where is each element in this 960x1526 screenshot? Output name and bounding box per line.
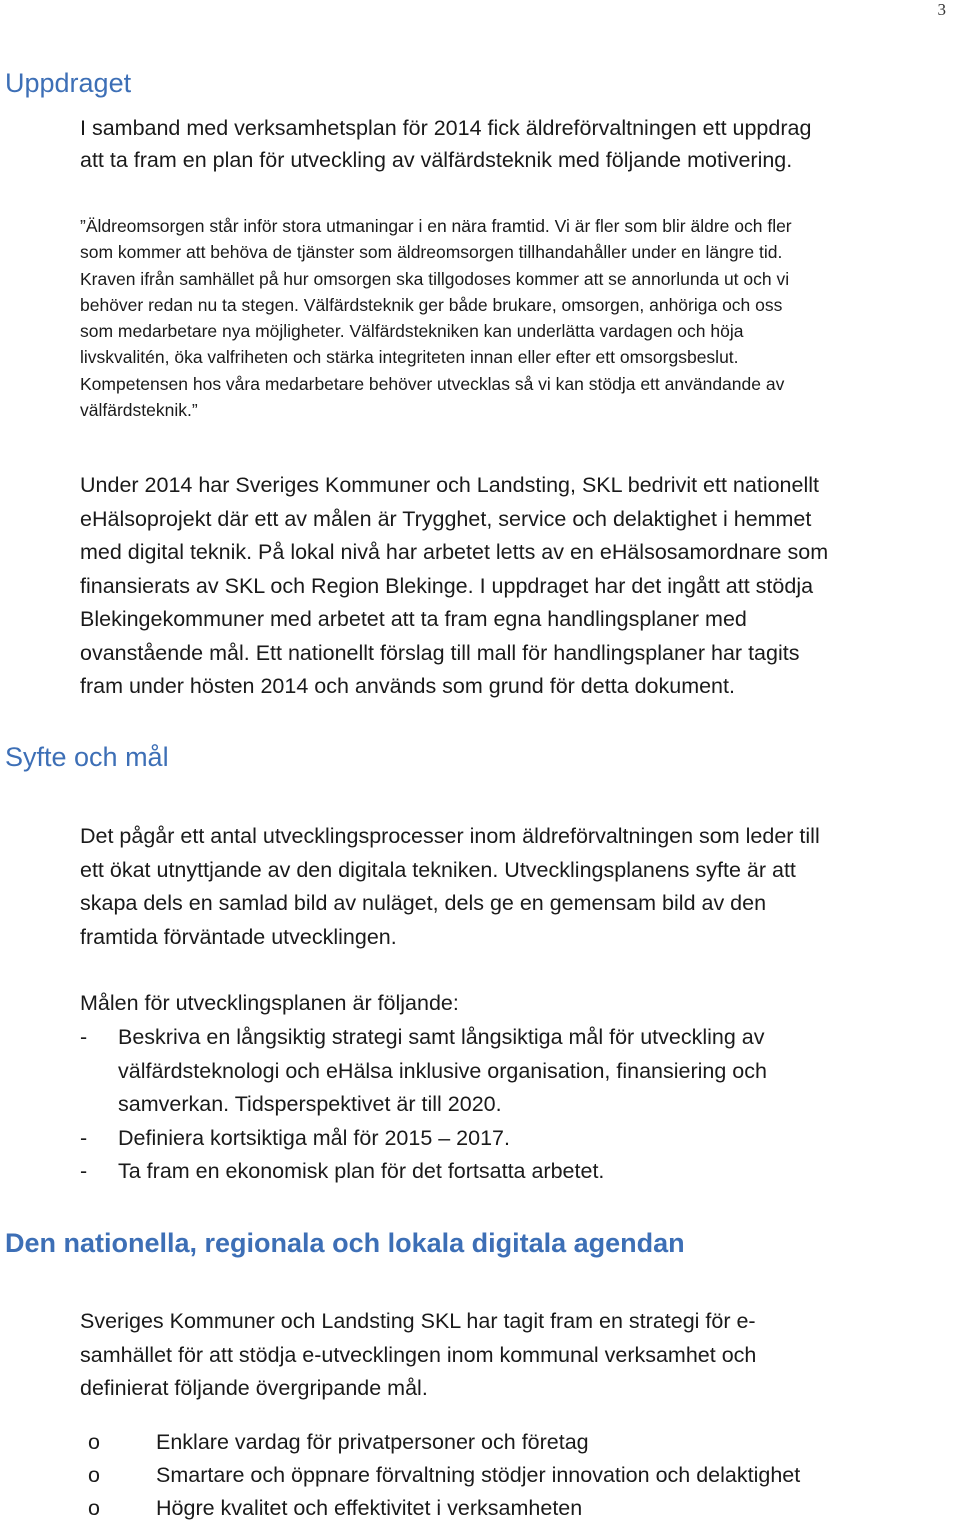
heading-agendan: Den nationella, regionala och lokala digitala agendan <box>5 1228 685 1258</box>
text-line: Det pågår ett antal utvecklingsprocesser inom äldreförvaltningen som leder till <box>80 824 820 848</box>
goals-intro: Målen för utvecklingsplanen är följande: <box>80 991 459 1015</box>
list-item-text: samverkan. Tidsperspektivet är till 2020. <box>118 1092 502 1116</box>
agendan-body <box>80 1305 756 1406</box>
list-item-text: välfärdsteknologi och eHälsa inklusive organisation, finansiering och <box>118 1058 767 1083</box>
quote-line: Kompetensen hos våra medarbetare behöver utvecklas så vi kan stödja ett användande av <box>80 373 785 394</box>
text-line: framtida förväntade utvecklingen. <box>80 924 397 949</box>
list-item-text: Definiera kortsiktiga mål för 2015 – 2017. <box>118 1126 510 1150</box>
list-item-text: Ta fram en ekonomisk plan för det fortsatta arbetet. <box>118 1159 605 1183</box>
heading-uppdraget: Uppdraget <box>5 68 132 98</box>
text-line: Sveriges Kommuner och Landsting SKL har tagit fram en strategi för e- <box>80 1309 756 1333</box>
list-item-text: Högre kvalitet och effektivitet i verksamheten <box>156 1496 583 1520</box>
heading-syfte: Syfte och mål <box>5 742 169 772</box>
uppdraget-quote <box>80 213 792 423</box>
quote-line: som medarbetare nya möjligheter. Välfärdstekniken kan underlätta vardagen och höja <box>80 321 744 342</box>
list-marker: - <box>80 1159 88 1183</box>
quote-line: livskvalitén, öka valfriheten och stärka integriteten innan eller efter ett omsorgsbeslut. <box>80 347 739 368</box>
uppdraget-body <box>80 469 828 704</box>
list-item-text: Enklare vardag för privatpersoner och företag <box>156 1430 589 1454</box>
text-line: I samband med verksamhetsplan för 2014 fick äldreförvaltningen ett uppdrag <box>80 116 812 140</box>
text-line: Blekingekommuner med arbetet att ta fram egna handlingsplaner med <box>80 607 747 631</box>
list-marker: - <box>80 1025 88 1049</box>
text-line: att ta fram en plan för utveckling av välfärdsteknik med följande motivering. <box>80 148 793 172</box>
list-item-text: Smartare och öppnare förvaltning stödjer innovation och delaktighet <box>156 1463 801 1487</box>
syfte-body <box>80 820 820 954</box>
list-marker: - <box>80 1126 88 1150</box>
uppdraget-intro <box>80 112 811 176</box>
text-line: med digital teknik. På lokal nivå har arbetet letts av en eHälsosamordnare som <box>80 540 829 564</box>
text-line: fram under hösten 2014 och används som grund för detta dokument. <box>80 674 735 698</box>
text-line: samhället för att stödja e-utvecklingen inom kommunal verksamhet och <box>80 1342 757 1367</box>
text-line: eHälsoprojekt där ett av målen är Trygghet, service och delaktighet i hemmet <box>80 506 812 531</box>
quote-line: behöver redan nu ta stegen. Välfärdsteknik ger både brukare, omsorgen, anhöriga och oss <box>80 294 783 315</box>
list-marker: o <box>88 1463 100 1487</box>
text-line: Under 2014 har Sveriges Kommuner och Landsting, SKL bedrivit ett nationellt <box>80 473 819 497</box>
text-line: ett ökat utnyttjande av den digitala tekniken. Utvecklingsplanens syfte är att <box>80 857 796 882</box>
list-marker: o <box>88 1430 100 1454</box>
quote-line: som kommer att behöva de tjänster som äldreomsorgen tillhandahåller under en längre tid. <box>80 242 783 263</box>
quote-line: ”Äldreomsorgen står inför stora utmaningar i en nära framtid. Vi är fler som blir äldre och fler <box>80 216 792 236</box>
page-number: 3 <box>937 0 946 19</box>
quote-line: Kraven ifrån samhället på hur omsorgen ska tillgodoses kommer att se annorlunda ut och vi <box>80 268 790 289</box>
quote-line: välfärdsteknik.” <box>80 400 198 421</box>
list-item-text: Beskriva en långsiktig strategi samt långsiktiga mål för utveckling av <box>118 1025 765 1049</box>
text-line: definierat följande övergripande mål. <box>80 1376 428 1400</box>
text-line: skapa dels en samlad bild av nuläget, dels ge en gemensam bild av den <box>80 891 767 915</box>
text-line: finansierats av SKL och Region Blekinge. I uppdraget har det ingått att stödja <box>80 573 814 598</box>
text-line: ovanstående mål. Ett nationellt förslag till mall för handlingsplaner har tagits <box>80 640 800 665</box>
list-marker: o <box>88 1496 100 1520</box>
